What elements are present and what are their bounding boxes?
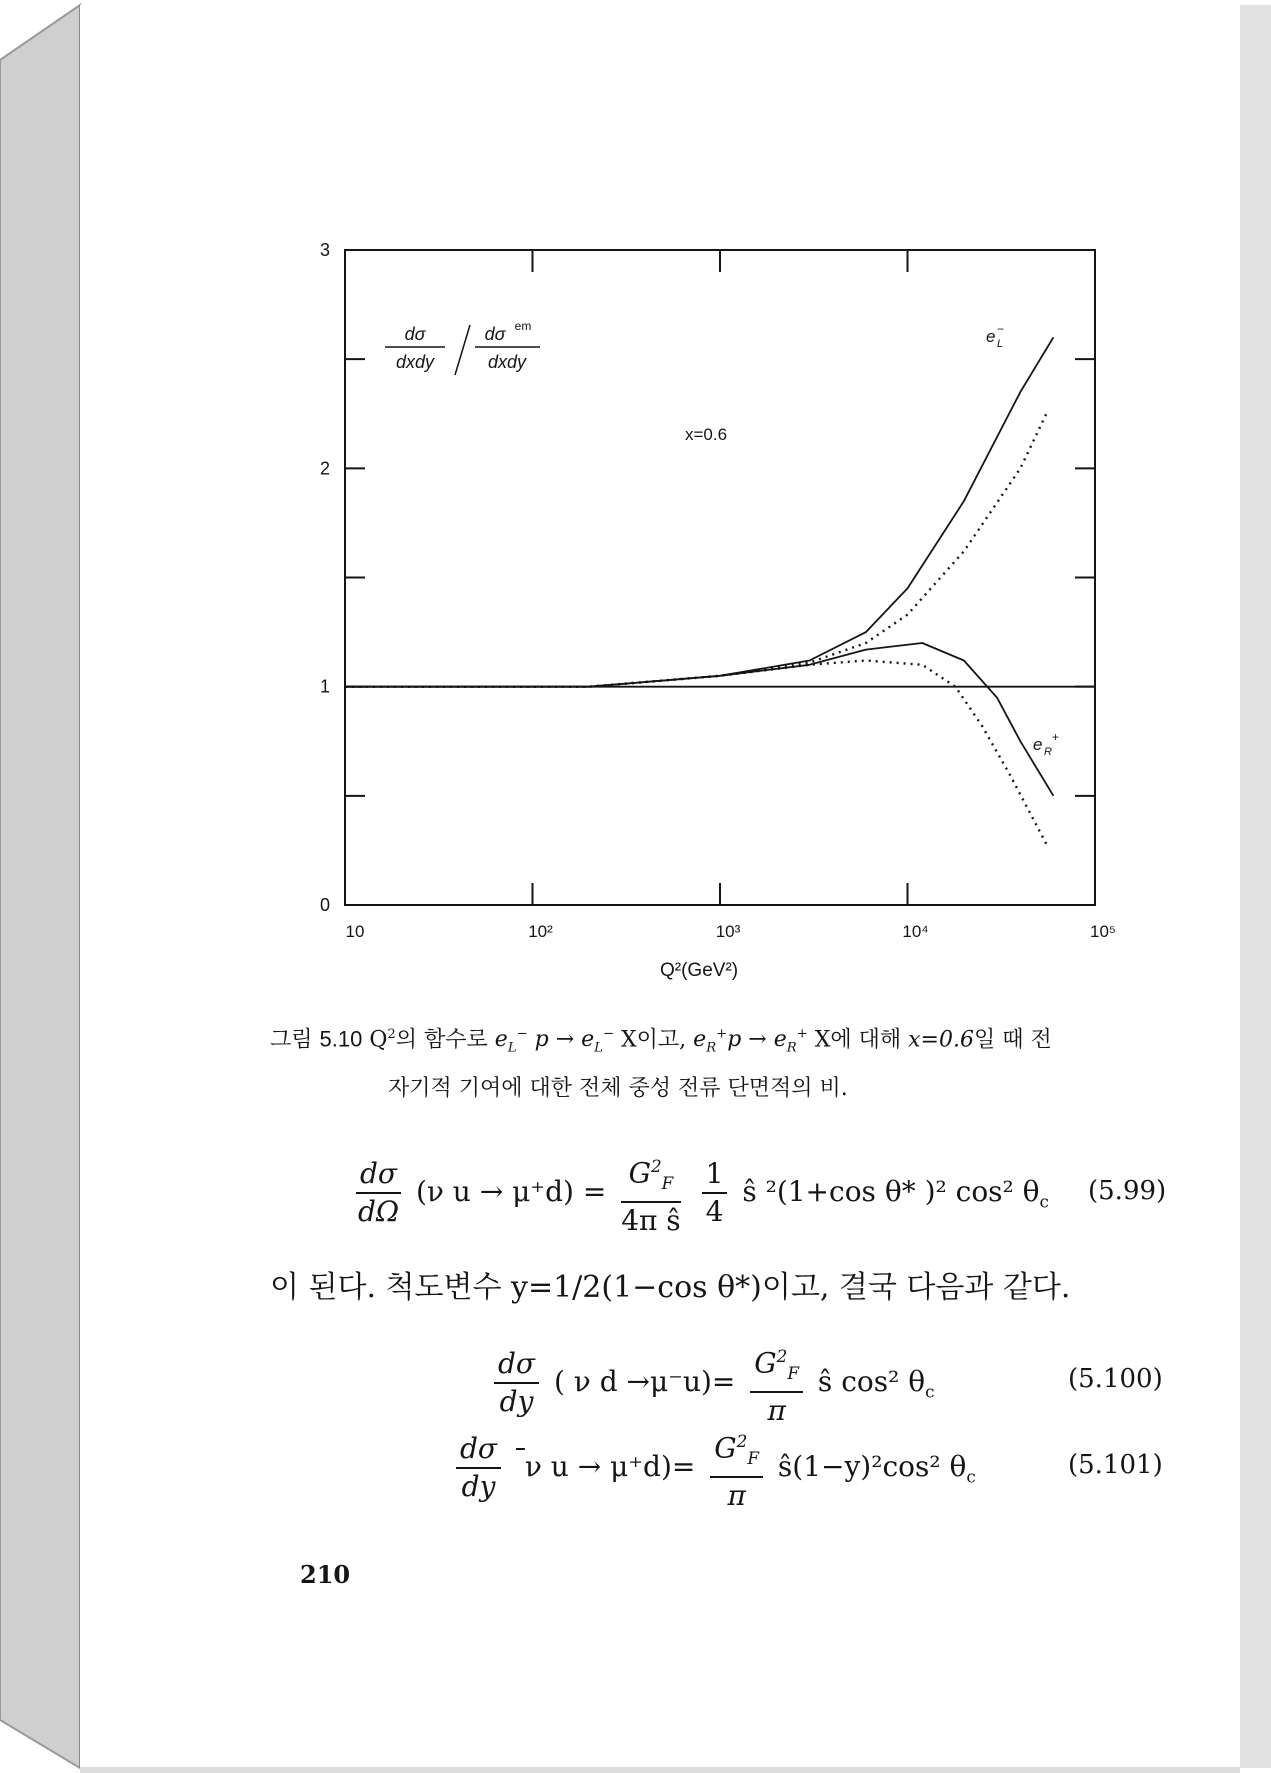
eq99-process: (ν u → μ⁺d) = (415, 1174, 607, 1208)
label-eL-sub: L (997, 338, 1004, 350)
ylabel-num1: dσ (404, 324, 426, 344)
eq100-lhs-den: dy (499, 1385, 534, 1419)
ylabel-den2: dxdy (487, 352, 527, 372)
eq99-tail: ŝ ²(1+cos θ* )² cos² θ (742, 1174, 1040, 1208)
eq100-number: (5.100) (1068, 1364, 1163, 1394)
eq101-number: (5.101) (1068, 1450, 1163, 1480)
eq100-gf-sup: 2 (776, 1346, 788, 1366)
series-line-0 (345, 337, 1053, 686)
label-eL-sup: − (997, 322, 1005, 336)
eq101-den: π (727, 1478, 746, 1512)
label-eR-sub: R (1044, 746, 1052, 758)
annotation-x-value: x=0.6 (685, 425, 728, 444)
caption-q: Q (369, 1027, 388, 1053)
y-tick-label: 0 (319, 895, 331, 915)
y-tick-label: 3 (319, 240, 331, 260)
eq100-lhs-num: dσ (494, 1348, 539, 1384)
x-tick-label: 10² (528, 922, 553, 941)
eq99-number: (5.99) (1088, 1176, 1167, 1206)
y-tick-label: 1 (319, 676, 331, 697)
ylabel-num2: dσ (484, 324, 506, 344)
caption-prefix: 그림 (270, 1027, 313, 1053)
eq99-den: 4π ŝ (621, 1203, 681, 1237)
figure-caption: 그림 5.10 $Q^2$의 함수로 $e_L^-$ $p \to e_L^-$ X이고, $e_R^+p \to e_R^+$ X에 대해 x=0.6일 때 전 자기적 기여에 대한 전체 중성 전류 단면적의 비. (270, 1015, 1150, 1109)
page-number: 210 (300, 1560, 351, 1589)
caption-x-value: x=0.6 (908, 1027, 974, 1053)
y-tick-label: 2 (319, 458, 331, 479)
caption-number: 5.10 (319, 1026, 363, 1052)
eq101-gf-sub: F (747, 1447, 759, 1468)
caption-text2: 이고, (636, 1027, 687, 1053)
label-eR: e (1033, 735, 1043, 754)
eq100-gf: G (754, 1346, 777, 1380)
ylabel-den1: dxdy (395, 352, 435, 372)
caption-line2: 자기적 기여에 대한 전체 중성 전류 단면적의 비. (388, 1075, 848, 1101)
x-axis-title: Q²(GeV²) (660, 960, 739, 981)
x-tick-label: 10⁴ (902, 922, 929, 941)
eq99-gf-sup: 2 (650, 1156, 662, 1176)
x-tick-label: 10³ (715, 922, 741, 941)
label-eL: e (986, 327, 996, 346)
caption-text4: 일 때 전 (973, 1027, 1052, 1053)
eq99-quarter-den: 4 (705, 1195, 724, 1229)
equation-5-99 (350, 1150, 1049, 1237)
eq101-tail-sub: c (966, 1466, 976, 1487)
eq100-tail-sub: c (925, 1381, 935, 1402)
label-eR-sup: + (1052, 730, 1060, 744)
ylabel-slash (455, 325, 470, 375)
eq99-lhs-den: dΩ (357, 1195, 400, 1229)
eq100-den: π (767, 1393, 786, 1427)
x-tick-label: 10⁵ (1090, 922, 1116, 941)
eq101-process: ν u → μ⁺d)= (524, 1449, 696, 1483)
plot-frame (345, 250, 1095, 905)
eq99-tail-sub: c (1039, 1191, 1049, 1212)
caption-q-sup: 2 (387, 1027, 396, 1042)
caption-text3: 에 대해 (830, 1027, 902, 1053)
x-tick-label: 10 (345, 922, 365, 941)
body-text: 이 된다. 척도변수 y=1/2(1−cos θ*)이고, 결국 다음과 같다. (270, 1270, 1071, 1305)
eq100-process: ( ν d →μ⁻u)= (553, 1364, 736, 1398)
series-line-3 (345, 661, 1046, 844)
eq100-tail: ŝ cos² θ (817, 1364, 926, 1398)
eq100-gf-sub: F (787, 1362, 800, 1383)
series-line-2 (345, 643, 1053, 796)
eq101-gf-sup: 2 (736, 1431, 748, 1451)
eq101-lhs-num: dσ (456, 1433, 501, 1469)
equation-5-100 (488, 1340, 935, 1427)
eq99-gf-sub: F (661, 1172, 674, 1193)
series-line-1 (345, 414, 1046, 687)
equation-5-101 (450, 1425, 976, 1512)
caption-text1: 의 함수로 (395, 1027, 488, 1053)
ylabel-sup2: em (514, 319, 532, 333)
eq101-gf: G (714, 1431, 737, 1465)
chart (300, 230, 1120, 970)
eq99-gf: G (628, 1156, 651, 1190)
eq101-tail: ŝ(1−y)²cos² θ (777, 1449, 967, 1483)
eq99-quarter-num: 1 (702, 1158, 728, 1194)
eq99-lhs-num: dσ (356, 1158, 401, 1194)
eq101-lhs-den: dy (461, 1470, 496, 1504)
